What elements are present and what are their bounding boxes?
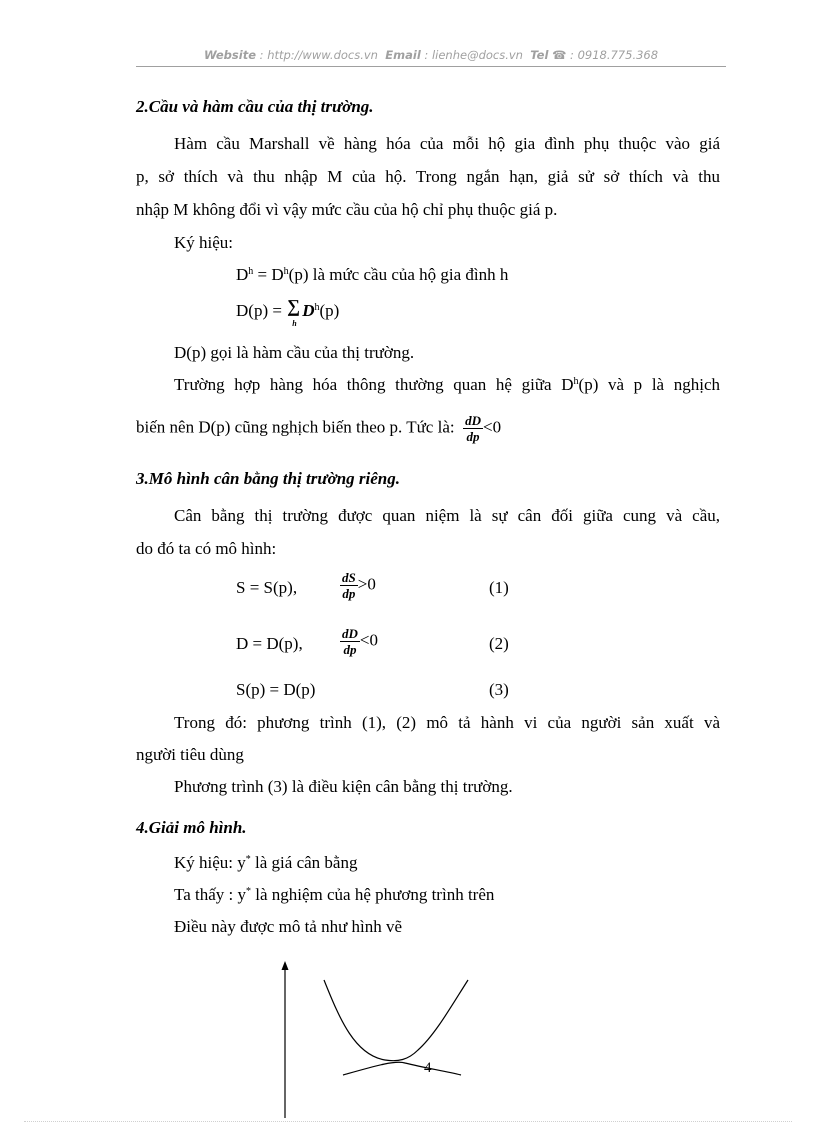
notation-label: Ký hiệu: xyxy=(174,233,234,252)
equation2-derivative: $\frac{dD}{dp}$ <0 xyxy=(342,626,378,657)
equation1-label: (1) xyxy=(489,578,509,597)
page-bottom-border xyxy=(24,1121,792,1122)
equation2-label: (2) xyxy=(489,634,509,653)
email-value: : lienhe@docs.vn xyxy=(424,48,523,62)
definition-market-demand: D(p) = ∑ h $D^h(p)$ xyxy=(236,296,340,328)
section4-line2: Ta thấy : y* là nghiệm của hệ phương trình trên xyxy=(174,885,495,904)
section2-p1-line1: Hàm cầu Marshall về hàng hóa của mỗi hộ gia đình phụ thuộc vào giá xyxy=(174,134,720,153)
section4-line1: Ký hiệu: y* là giá cân bằng xyxy=(174,853,358,872)
equation1-derivative: $\frac{dS}{dp}$ >0 xyxy=(342,570,376,601)
section3-p1-line1: Cân bằng thị trường được quan niệm là sự cân đối giữa cung và cầu, xyxy=(174,506,720,525)
section2-p1-line2: p, sở thích và thu nhập M của hộ. Trong ngắn hạn, giả sử sở thích và thu xyxy=(136,167,720,186)
section3-p2-line2: người tiêu dùng xyxy=(136,745,244,764)
section4-line3: Điều này được mô tả như hình vẽ xyxy=(174,917,403,936)
definition-household-demand: $D^h = D^h(p)$ là mức cầu của hộ gia đình h xyxy=(236,265,509,284)
section2-p2: D(p) gọi là hàm cầu của thị trường. xyxy=(174,343,415,362)
equation1-lhs: S = S(p), xyxy=(236,578,298,597)
fraction-dD-dp: $\frac{dD}{dp}$ xyxy=(465,413,481,444)
section2-p3-line1: Trường hợp hàng hóa thông thường quan hệ giữa $D^h(p)$ và p là nghịch xyxy=(174,375,721,394)
axis-arrowhead xyxy=(282,961,289,970)
demand-curve xyxy=(324,980,468,1061)
equation2-lhs: D = D(p), xyxy=(236,634,303,653)
section2-p1-line3: nhập M không đổi vì vậy mức cầu của hộ chỉ phụ thuộc giá p. xyxy=(136,200,558,219)
website-label: Website xyxy=(203,48,257,62)
sigma-symbol: ∑ h xyxy=(287,296,301,328)
tel-label: Tel xyxy=(530,48,549,62)
section2-title: 2.Cầu và hàm cầu của thị trường. xyxy=(136,97,374,116)
section3-p2-line1: Trong đó: phương trình (1), (2) mô tả hành vi của người sản xuất và xyxy=(174,713,720,732)
equation3-lhs: S(p) = D(p) xyxy=(236,680,316,699)
website-value: : http://www.docs.vn xyxy=(259,48,378,62)
section2-p3-line2: biến nên D(p) cũng nghịch biến theo p. Tức là: $\frac{dD}{dp}$ <0 xyxy=(136,413,502,444)
section3-title: 3.Mô hình cân bằng thị trường riêng. xyxy=(136,469,400,488)
page-number: 4 xyxy=(424,1060,432,1076)
section3-p3: Phương trình (3) là điều kiện cân bằng thị trường. xyxy=(174,777,513,796)
equation3-label: (3) xyxy=(489,680,509,699)
supply-curve xyxy=(343,1062,461,1075)
email-label: Email xyxy=(385,48,421,62)
tel-value: ☎ : 0918.775.368 xyxy=(552,48,659,62)
section3-p1-line2: do đó ta có mô hình: xyxy=(136,539,277,558)
section4-title: 4.Giải mô hình. xyxy=(136,818,247,837)
